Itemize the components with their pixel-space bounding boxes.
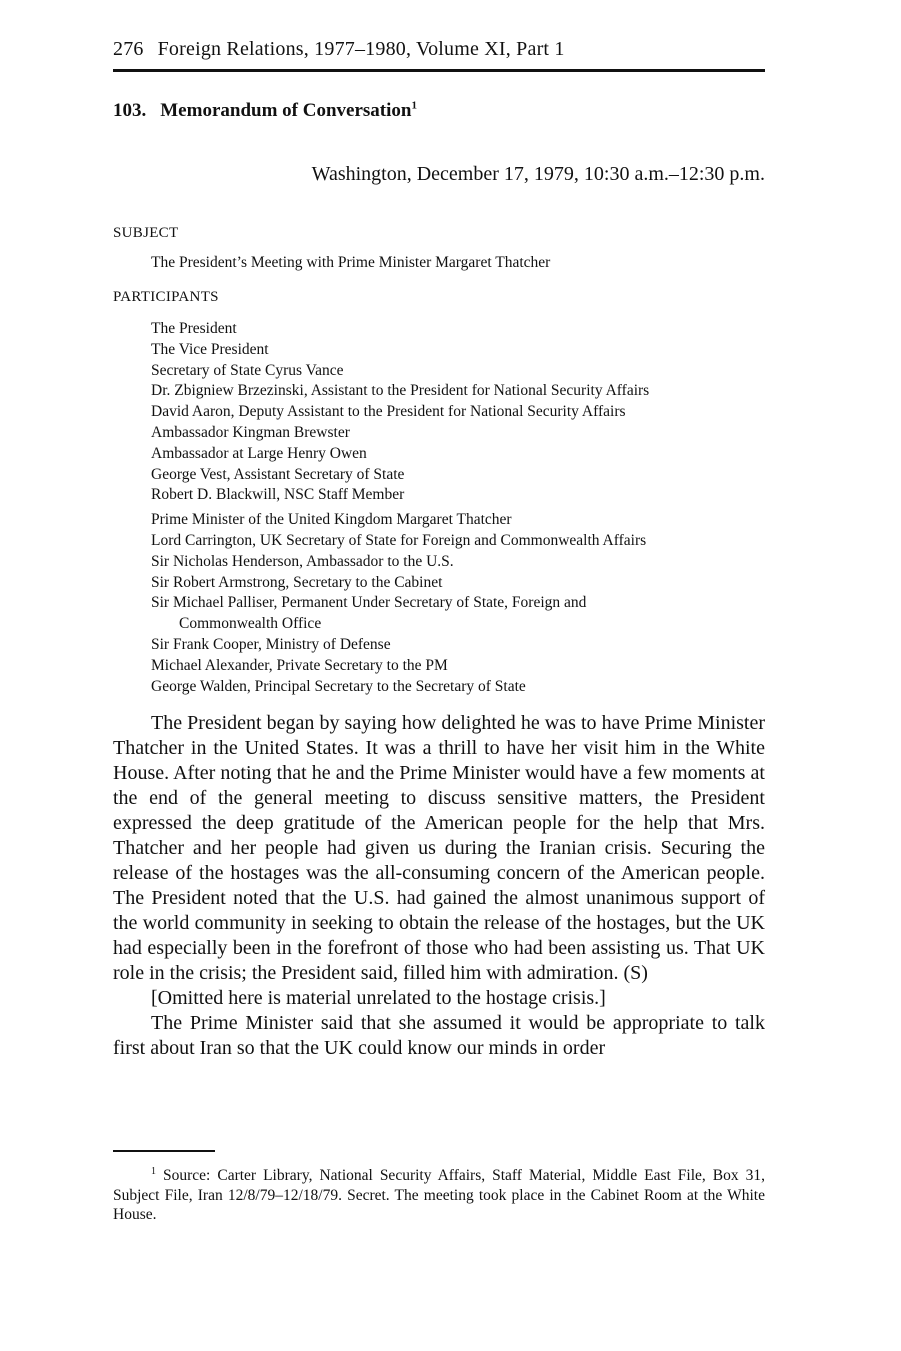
footnote-text: Source: Carter Library, National Security Affairs, Staff Material, Middle East File, Box 31, Subject File, Iran 12/8/79–12/18/79. Secret. The meeting took place in the Cabinet Room at the White House. bbox=[113, 1167, 766, 1223]
participant-us: Dr. Zbigniew Brzezinski, Assistant to the President for National Security Affairs bbox=[151, 382, 650, 400]
participant-uk: Sir Frank Cooper, Ministry of Defense bbox=[151, 635, 391, 653]
participant-uk: Sir Michael Palliser, Permanent Under Secretary of State, Foreign and bbox=[151, 594, 587, 612]
participant-us: Ambassador Kingman Brewster bbox=[151, 423, 350, 441]
page-number: 276 bbox=[113, 38, 144, 60]
footnote-marker: 1 bbox=[151, 1165, 156, 1177]
footnote bbox=[113, 1166, 765, 1225]
participant-uk: Michael Alexander, Private Secretary to the PM bbox=[151, 656, 448, 674]
running-head bbox=[113, 38, 765, 61]
document-heading bbox=[113, 100, 417, 122]
participant-uk-continuation: Commonwealth Office bbox=[179, 615, 322, 633]
participant-uk: Prime Minister of the United Kingdom Margaret Thatcher bbox=[151, 511, 512, 529]
participant-uk: Sir Robert Armstrong, Secretary to the Cabinet bbox=[151, 573, 443, 591]
dateline: Washington, December 17, 1979, 10:30 a.m.–12:30 p.m. bbox=[311, 163, 765, 185]
participant-us: George Vest, Assistant Secretary of State bbox=[151, 465, 405, 483]
participant-uk: George Walden, Principal Secretary to the Secretary of State bbox=[151, 677, 526, 695]
subject-text: The President’s Meeting with Prime Minister Margaret Thatcher bbox=[151, 254, 551, 271]
participants-label: PARTICIPANTS bbox=[113, 289, 219, 305]
document-number: 103. bbox=[113, 100, 147, 121]
participants-list bbox=[151, 319, 771, 697]
participant-us: Ambassador at Large Henry Owen bbox=[151, 444, 367, 462]
participant-us: Secretary of State Cyrus Vance bbox=[151, 361, 344, 379]
subject-label: SUBJECT bbox=[113, 225, 179, 241]
header-rule bbox=[113, 69, 765, 72]
series-title: Foreign Relations, 1977–1980, Volume XI, Part 1 bbox=[157, 38, 565, 60]
participant-us: The Vice President bbox=[151, 340, 269, 358]
participant-us: The President bbox=[151, 320, 237, 337]
participant-uk: Lord Carrington, UK Secretary of State for Foreign and Commonwealth Affairs bbox=[151, 531, 647, 549]
body-paragraph: The Prime Minister said that she assumed it would be appropriate to talk first about Iran so that the UK could know our minds in order bbox=[113, 1012, 765, 1059]
body-paragraph: The President began by saying how delighted he was to have Prime Minister Thatcher in the United States. It was a thrill to have her visit him in the White House. After noting that he and the Prime Minister would have a few moments at the end of the general meeting to discuss sensitive matters, the President expressed the deep gratitude of the American people for the help that Mrs. Thatcher and her people had given us during the Iranian crisis. Securing the release of the hostages was the all-consuming concern of the American people. The President noted that the U.S. had gained the almost unanimous support of the world community in seeking to obtain the release of the hostages, but the UK had especially been in the forefront of those who had been assisting us. That UK role in the crisis; the President said, filled him with admiration. (S) bbox=[113, 712, 765, 984]
participant-us: Robert D. Blackwill, NSC Staff Member bbox=[151, 486, 405, 504]
body-text bbox=[113, 711, 765, 1061]
document-title: Memorandum of Conversation bbox=[160, 100, 412, 121]
participant-uk: Sir Nicholas Henderson, Ambassador to the U.S. bbox=[151, 552, 454, 570]
body-paragraph: [Omitted here is material unrelated to the hostage crisis.] bbox=[151, 987, 606, 1009]
participant-us: David Aaron, Deputy Assistant to the President for National Security Affairs bbox=[151, 403, 626, 421]
footnote-reference: 1 bbox=[411, 99, 417, 112]
footnote-rule bbox=[113, 1150, 215, 1152]
